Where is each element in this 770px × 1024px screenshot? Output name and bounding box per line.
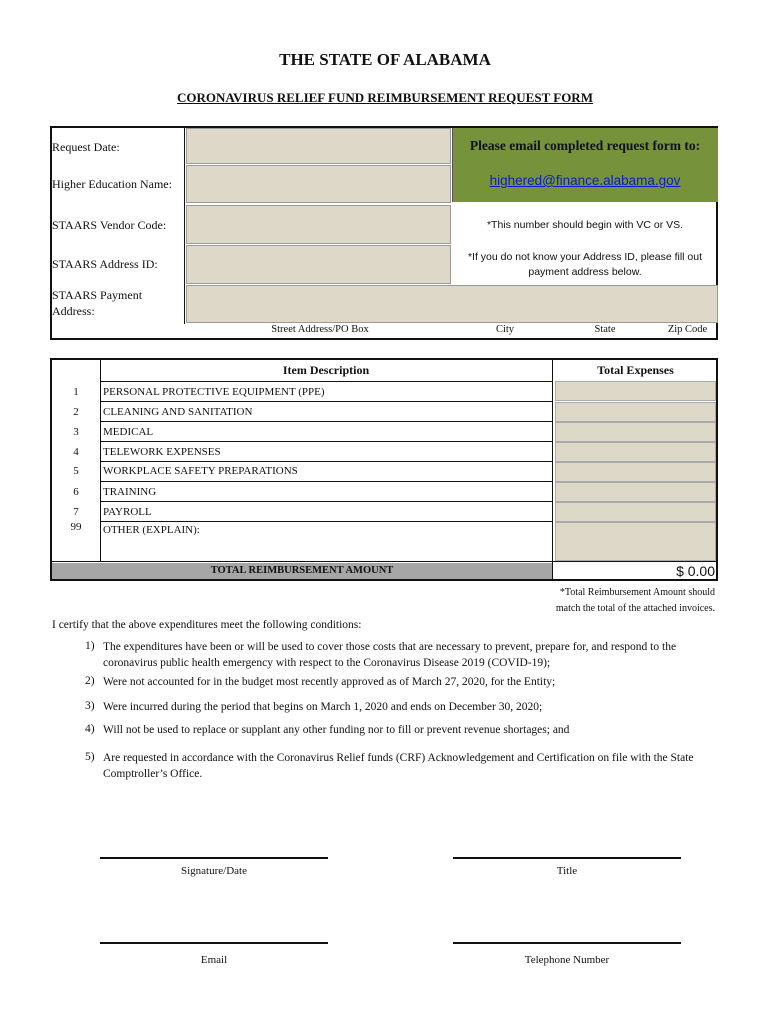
email-label: Email [200, 954, 228, 966]
total-note: *Total Reimbursement Amount should [559, 587, 715, 598]
row-number: 3 [73, 426, 79, 438]
request-date-label: Request Date: [52, 140, 120, 154]
institution-field[interactable] [186, 165, 451, 203]
row-description: CLEANING AND SANITATION [103, 406, 253, 418]
condition-text: Are requested in accordance with the Coronavirus Relief funds (CRF) Acknowledgement and Certification on file with the State Comptroller’s Office. [103, 752, 694, 780]
address-id-field[interactable] [186, 245, 451, 284]
request-date-field[interactable] [186, 128, 451, 164]
row-number: 5 [73, 465, 79, 477]
row-description: PAYROLL [103, 506, 152, 518]
expense-field-ppe[interactable] [555, 381, 716, 401]
condition-text: Were incurred during the period that begins on March 1, 2020 and ends on December 30, 2020; [103, 701, 543, 713]
email-link[interactable]: highered@finance.alabama.gov [489, 173, 681, 188]
expense-field-training[interactable] [555, 482, 716, 502]
address-id-label: STAARS Address ID: [52, 257, 158, 271]
payment-address-label: STAARS Payment [52, 288, 143, 302]
header-divider [100, 381, 552, 382]
row-number: 1 [73, 386, 79, 398]
vendor-code-field[interactable] [186, 205, 451, 244]
row-description: OTHER (EXPLAIN): [103, 524, 200, 536]
expense-field-workplace-safety[interactable] [555, 462, 716, 482]
row-number: 99 [70, 521, 82, 533]
condition-number: 5) [85, 751, 95, 763]
condition-number: 4) [85, 723, 95, 735]
total-row-divider [52, 561, 716, 562]
condition-number: 1) [85, 640, 95, 652]
row-divider [100, 421, 552, 422]
payment-address-label-2: Address: [52, 304, 95, 318]
row-divider [100, 461, 552, 462]
page-title: THE STATE OF ALABAMA [279, 50, 491, 69]
expense-field-cleaning[interactable] [555, 402, 716, 422]
condition-text: Were not accounted for in the budget most recently approved as of March 27, 2020, for the Entity; [103, 676, 556, 688]
row-description: MEDICAL [103, 426, 154, 438]
total-column-divider [552, 360, 553, 579]
signature-date-label: Signature/Date [181, 865, 247, 877]
expense-field-other[interactable] [555, 522, 716, 561]
total-reimbursement-value: $ 0.00 [676, 563, 715, 579]
email-heading: Please email completed request form to: [469, 138, 701, 153]
row-number: 6 [73, 486, 79, 498]
row-divider [100, 441, 552, 442]
label-divider [184, 128, 185, 324]
payment-address-field[interactable] [186, 285, 718, 323]
condition-text: The expenditures have been or will be used to cover those costs that are necessary to prevent, prepare for, and respond to the coronavirus public health emergency with respect to the Coronavirus Disease 2019 (COVID-19); [103, 641, 677, 669]
expense-field-payroll[interactable] [555, 502, 716, 522]
total-note-2: match the total of the attached invoices. [555, 603, 715, 614]
row-divider [100, 521, 552, 522]
form-title: CORONAVIRUS RELIEF FUND REIMBURSEMENT REQUEST FORM [177, 90, 593, 105]
zip-caption: Zip Code [667, 324, 708, 335]
row-divider [100, 481, 552, 482]
row-divider [100, 501, 552, 502]
condition-text: Will not be used to replace or supplant any other funding nor to fill or prevent revenue shortages; and [103, 724, 570, 736]
title-label: Title [556, 865, 578, 877]
condition-number: 3) [85, 700, 95, 712]
email-line[interactable] [100, 942, 328, 944]
vendor-code-label: STAARS Vendor Code: [52, 218, 167, 232]
institution-label: Higher Education Name: [52, 177, 172, 191]
certification-intro: I certify that the above expenditures meet the following conditions: [52, 619, 362, 631]
vendor-code-note: *This number should begin with VC or VS. [486, 219, 684, 231]
signature-line[interactable] [100, 857, 328, 859]
total-expenses-header: Total Expenses [597, 363, 674, 377]
row-number: 2 [73, 406, 79, 418]
telephone-label: Telephone Number [524, 954, 610, 966]
title-line[interactable] [453, 857, 681, 859]
row-description: TELEWORK EXPENSES [103, 446, 221, 458]
expense-field-telework[interactable] [555, 442, 716, 462]
state-caption: State [594, 324, 616, 335]
city-caption: City [495, 324, 515, 335]
row-description: WORKPLACE SAFETY PREPARATIONS [103, 465, 298, 477]
street-caption: Street Address/PO Box [271, 324, 369, 335]
address-id-note: *If you do not know your Address ID, please fill out [467, 251, 703, 263]
row-divider [100, 401, 552, 402]
expense-field-medical[interactable] [555, 422, 716, 442]
condition-number: 2) [85, 675, 95, 687]
address-id-note-2: payment address below. [528, 266, 642, 278]
row-description: TRAINING [103, 486, 157, 498]
row-number: 4 [73, 446, 79, 458]
row-number: 7 [73, 506, 79, 518]
telephone-line[interactable] [453, 942, 681, 944]
total-reimbursement-label: TOTAL REIMBURSEMENT AMOUNT [210, 565, 394, 576]
item-description-header: Item Description [282, 363, 370, 377]
row-description: PERSONAL PROTECTIVE EQUIPMENT (PPE) [103, 386, 325, 398]
